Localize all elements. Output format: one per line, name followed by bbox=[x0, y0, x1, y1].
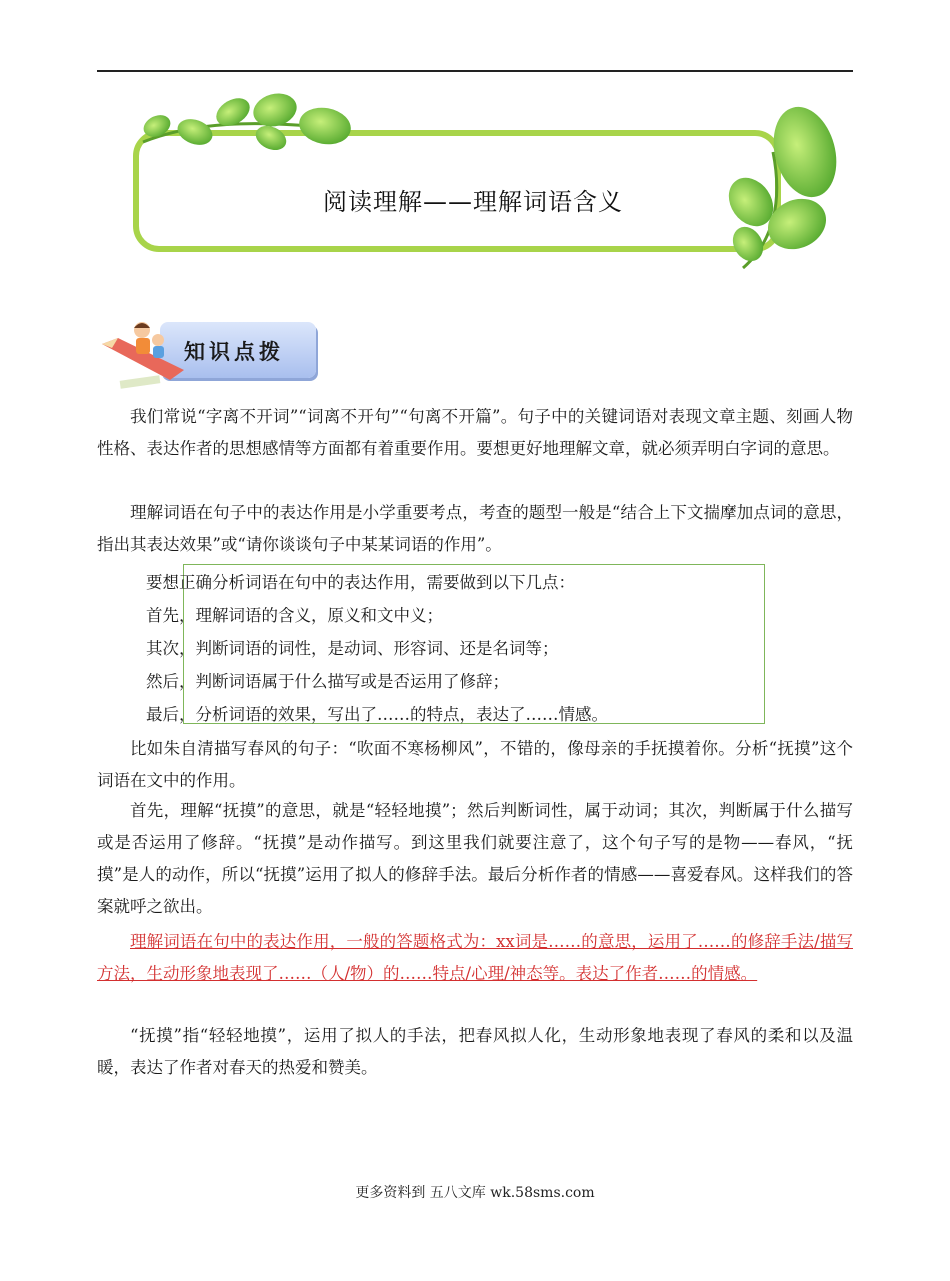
tip-line: 要想正确分析词语在句中的表达作用，需要做到以下几点： bbox=[146, 573, 575, 592]
sample-answer-paragraph: “抚摸”指“轻轻地摸”，运用了拟人的手法，把春风拟人化，生动形象地表现了春风的柔和以及温暖，表达了作者对春天的热爱和赞美。 bbox=[97, 1026, 853, 1077]
tip-line: 其次，判断词语的词性，是动词、形容词、还是名词等； bbox=[146, 639, 559, 658]
footer-text: 更多资料到 五八文库 wk.58sms.com bbox=[355, 1185, 595, 1201]
answer-format-paragraph bbox=[97, 926, 853, 990]
tip-line: 然后，判断词语属于什么描写或是否运用了修辞； bbox=[146, 672, 509, 691]
example-paragraph: 比如朱自清描写春风的句子：“吹面不寒杨柳风”，不错的，像母亲的手抚摸着你。分析“抚摸”这个词语在文中的作用。 bbox=[97, 739, 853, 790]
page-title: 阅读理解——理解词语含义 bbox=[323, 188, 623, 216]
kid-on-pencil-icon bbox=[100, 318, 190, 390]
exam-point-paragraph: 理解词语在句子中的表达作用是小学重要考点，考查的题型一般是“结合上下文揣摩加点词的意思，指出其表达效果”或“请你谈谈句子中某某词语的作用”。 bbox=[97, 503, 853, 554]
section-badge-label: 知识点拨 bbox=[184, 340, 284, 364]
tips-list bbox=[146, 566, 766, 731]
header-rule bbox=[97, 70, 853, 72]
section-badge bbox=[100, 318, 320, 390]
title-banner bbox=[133, 92, 853, 272]
example-analysis-paragraph: 首先，理解“抚摸”的意思，就是“轻轻地摸”；然后判断词性，属于动词；其次，判断属于什么描写或是否运用了修辞。“抚摸”是动作描写。到这里我们就要注意了，这个句子写的是物——春风，“抚摸”是人的动作，所以“抚摸”运用了拟人的修辞手法。最后分析作者的情感——喜爱春风。这样我们的答案就呼之欲出。 bbox=[97, 801, 853, 916]
tip-line: 最后，分析词语的效果，写出了……的特点，表达了……情感。 bbox=[146, 705, 608, 724]
answer-format-text: 理解词语在句中的表达作用，一般的答题格式为：xx词是……的意思，运用了……的修辞手法/描写方法，生动形象地表现了……（人/物）的……特点/心理/神态等。表达了作者……的情感。 bbox=[97, 932, 853, 983]
tip-line: 首先，理解词语的含义，原义和文中义； bbox=[146, 606, 443, 625]
intro-paragraph: 我们常说“字离不开词”“词离不开句”“句离不开篇”。句子中的关键词语对表现文章主题、刻画人物性格、表达作者的思想感情等方面都有着重要作用。要想更好地理解文章，就必须弄明白字词的意思。 bbox=[97, 407, 853, 458]
